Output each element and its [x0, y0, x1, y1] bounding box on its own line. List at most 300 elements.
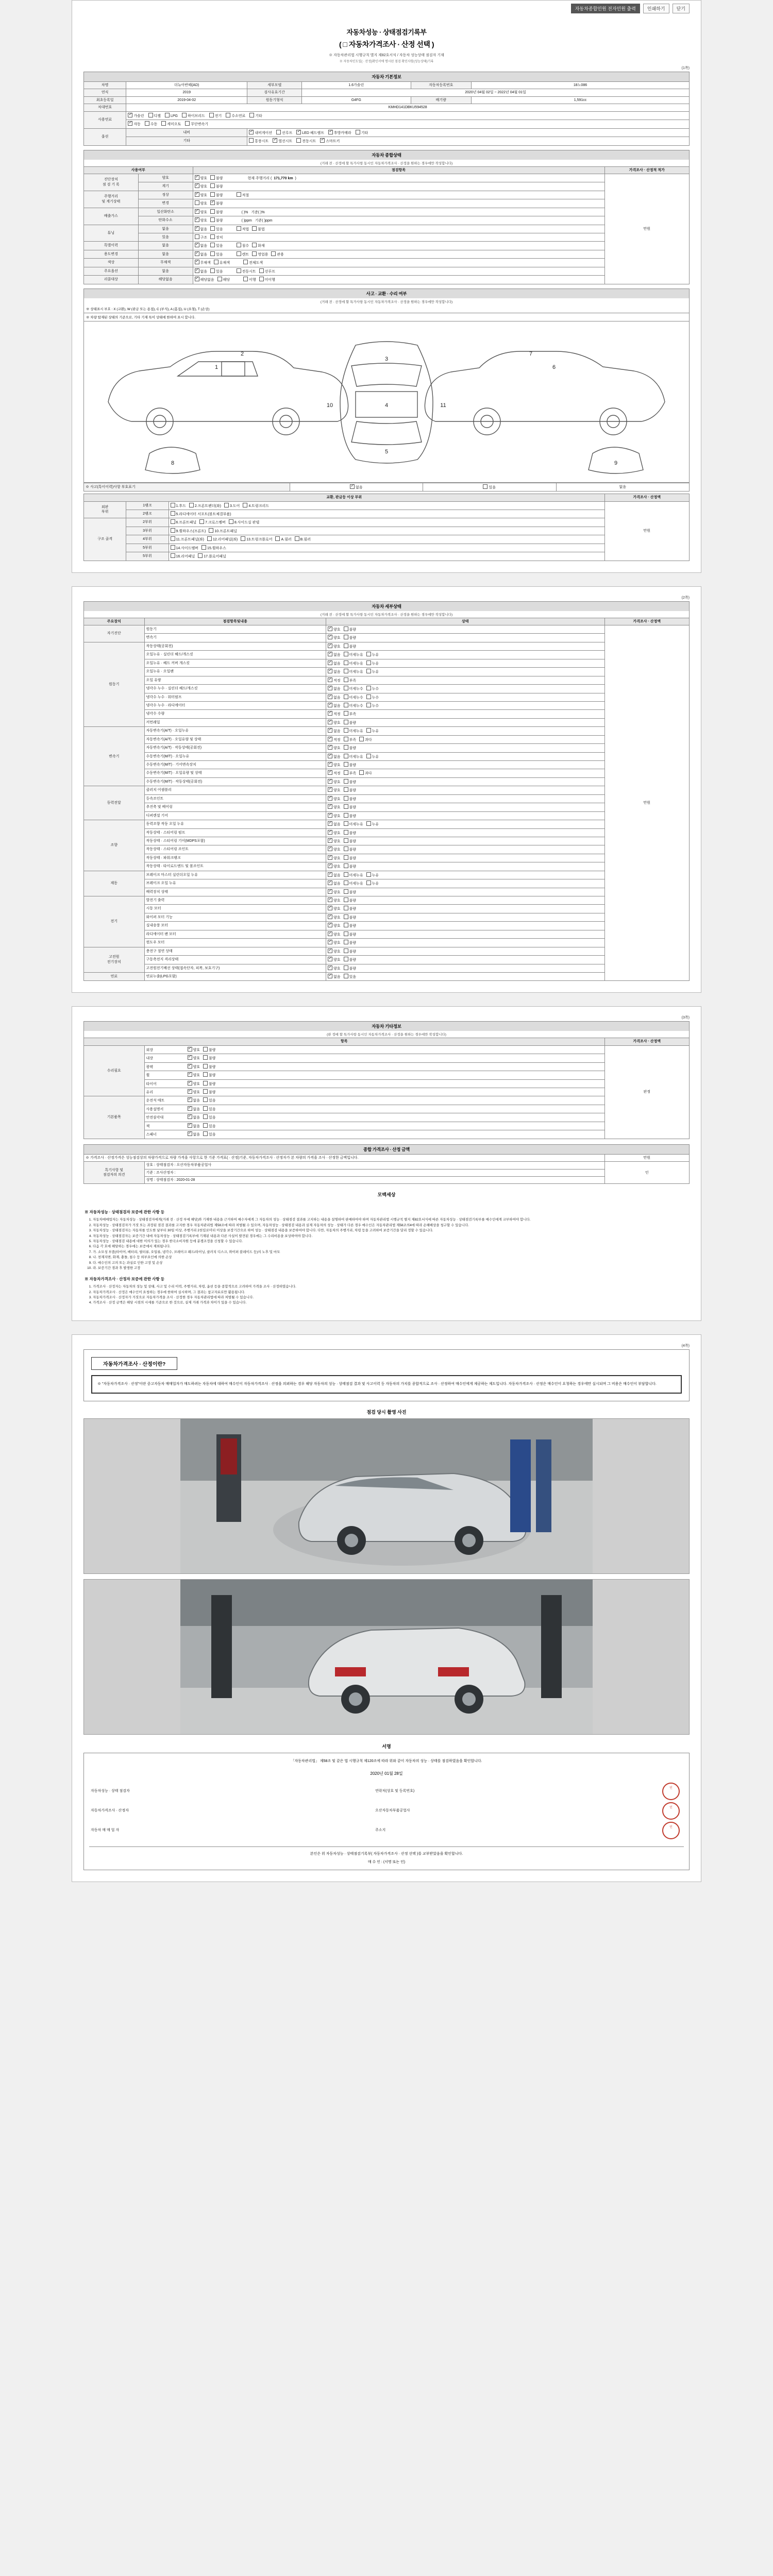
detail-1-1-opt-2[interactable]: 누유 — [366, 652, 379, 657]
etc-1-4-opt-1[interactable]: 있음 — [203, 1131, 216, 1137]
etc-1-1-opt-0[interactable]: ✓ 없음 — [188, 1106, 200, 1112]
detail-6-3-opt-0[interactable]: ✓ 양호 — [328, 923, 341, 928]
sign-line-2: 자동차 매 매 업 자 — [91, 1828, 120, 1832]
detail-1-1-opt-1[interactable]: 미세누유 — [344, 652, 363, 657]
detail-1-5-opt-0[interactable]: ✓ 없음 — [328, 686, 341, 691]
sub-label-9: 없음 — [138, 250, 193, 258]
detail-1-0-opt-0[interactable]: ✓ 양호 — [328, 643, 341, 649]
detail-5-0-opt-1[interactable]: 미세누유 — [344, 872, 363, 878]
struct-label: 구조 골격 — [84, 518, 126, 561]
struct-items-3[interactable]: 11.프론트패널(좌) 12.리어패널(좌) 13.트렁크플로어 A.필러 B.필러 — [169, 535, 604, 544]
label-carname: 차명 — [84, 82, 126, 89]
etc-item-1-3[interactable]: 잭 ✓ 없음 있음 — [144, 1122, 604, 1130]
label-vin: 차대번호 — [84, 104, 126, 111]
detail-item-2-1: 자동변속기(A/T) · 오일유량 및 상태 — [144, 735, 326, 743]
detail-item-6-1: 시동 모터 — [144, 905, 326, 913]
detail-row — [84, 693, 690, 701]
struct-outer-1: 1랭크 — [126, 501, 169, 510]
trans-opt-0[interactable]: ✓자동 — [128, 121, 141, 127]
etc-1-4-opt-0[interactable]: ✓ 없음 — [188, 1131, 200, 1137]
print-button[interactable]: 인쇄하기 — [643, 4, 669, 13]
detail-6-0-opt-1[interactable]: 불량 — [344, 897, 357, 903]
detail-item-1-6: 냉각수 누수 · 워터펌프 — [144, 693, 326, 701]
frame-opts-1[interactable]: 양호 ✓ 불량 — [193, 199, 604, 208]
notice-item-1-0: 1. 자동차매매업자는 자동차성능 · 상태점검자에게(거래 전 · 산정 부에 해당)와 기재한 내용을 근거하여 매수자에게 그 자동차의 성능 · 상태점검 결과를 고지하는 내용을 설명하여 판매하여야 하며 자동차관리법 시행규칙 별지 제82호서식에 따른 자동차성능 · 상태점검기록부를 매수인에게 교부하여야 합니다. — [93, 1217, 688, 1223]
detail-row — [84, 668, 690, 676]
fuel-opt-2[interactable]: LPG — [165, 113, 178, 118]
tuning-opts-0[interactable]: ✓ 없음 있음 적법 불법 — [193, 225, 604, 233]
title-line-1: 자동차성능 · 상태점검기록부 — [346, 28, 427, 36]
svg-text:11: 11 — [440, 402, 446, 409]
detail-row — [84, 634, 690, 642]
detail-state-4-1[interactable] — [326, 828, 605, 837]
detail-row — [84, 930, 690, 938]
seat-opts[interactable]: ✓ 없음 있음 전동시트 선루프 — [193, 267, 604, 275]
detail-state-6-2[interactable] — [326, 913, 605, 921]
fuel-options[interactable] — [126, 111, 690, 120]
usechange-opts[interactable]: ✓ 없음 있음 렌트 영업용 관용 — [193, 250, 604, 258]
detail-item-1-0: 작동상태(공회전) — [144, 642, 326, 650]
page-number-1: (1쪽) — [681, 66, 690, 70]
opt1-1[interactable]: 선루프 — [276, 130, 292, 135]
etc-item-0-4[interactable]: 타이어 ✓ 양호 불량 — [144, 1079, 604, 1088]
detail-item-1-9: 커먼레일 — [144, 718, 326, 726]
eformat-button[interactable]: 자동차종합민원 전자민원 출력 — [571, 4, 640, 13]
detail-2-1-opt-2[interactable]: 과다 — [359, 737, 372, 742]
etc-1-0-opt-0[interactable]: ✓ 없음 — [188, 1097, 200, 1103]
trans-opt-1[interactable]: 수동 — [145, 121, 158, 127]
detail-7-1-opt-0[interactable]: ✓ 양호 — [328, 957, 341, 962]
etc-row — [84, 1105, 690, 1113]
structure-table — [83, 494, 690, 561]
detail-3-0-opt-1[interactable]: 불량 — [344, 787, 357, 793]
opt2-2[interactable]: 전동시트 — [296, 138, 316, 144]
detail-state-2-4[interactable] — [326, 761, 605, 769]
detail-1-4-opt-0[interactable]: ✓ 적정 — [328, 677, 341, 683]
etc-0-3-opt-1[interactable]: 불량 — [203, 1072, 216, 1078]
detail-6-1-opt-0[interactable]: ✓ 양호 — [328, 906, 341, 911]
detail-0-1-opt-1[interactable]: 불량 — [344, 635, 357, 640]
svg-text:3: 3 — [384, 355, 389, 362]
sub-label-12: 해당없음 — [138, 276, 193, 284]
value-regno: 18노086 — [472, 82, 690, 89]
detail-4-5-opt-1[interactable]: 불량 — [344, 863, 357, 869]
detail-state-6-0[interactable] — [326, 896, 605, 905]
detail-2-1-opt-0[interactable]: ✓ 적정 — [328, 737, 341, 742]
detail-state-1-5[interactable] — [326, 685, 605, 693]
etc-head-1: 가격조사 · 산정액 — [604, 1038, 690, 1045]
detail-item-6-5: 윈도우 모터 — [144, 939, 326, 947]
detail-item-3-2: 추진축 및 베어링 — [144, 803, 326, 811]
label-submodel: 세부모델 — [247, 82, 302, 89]
emission-opts-1[interactable]: ✓ 양호 불량 ( )ppm 기준( )ppm — [193, 216, 604, 225]
detail-item-0-1: 변속기 — [144, 634, 326, 642]
fuel-opt-4[interactable]: 전기 — [209, 113, 222, 118]
detail-row — [84, 625, 690, 634]
option-row-2[interactable] — [247, 137, 690, 145]
detail-item-2-6: 수동변속기(M/T) · 작동상태(공회전) — [144, 777, 326, 786]
struct-items-4[interactable]: 14.사이드멤버 15.휠하우스 — [169, 544, 604, 552]
opt2-1[interactable]: ✓ 열선시트 — [273, 138, 292, 144]
detail-state-1-4[interactable] — [326, 676, 605, 684]
detail-1-3-opt-1[interactable]: 미세누유 — [344, 669, 363, 674]
detail-1-0-opt-1[interactable]: 불량 — [344, 643, 357, 649]
etc-0-1-opt-0[interactable]: ✓ 양호 — [188, 1055, 200, 1061]
detail-col-1: 점검항목및내용 — [144, 618, 326, 625]
diag-opts-1[interactable]: ✓ 양호 불량 — [193, 182, 604, 191]
detail-6-2-opt-1[interactable]: 불량 — [344, 914, 357, 920]
etc-0-0-opt-1[interactable]: 불량 — [203, 1047, 216, 1053]
notice-item-2-1: 2. 자동차가격조사 · 산정은 매수인이 요청하는 경우에 한하여 실시하며, 그 결과는 참고자료로만 활용됩니다. — [93, 1290, 688, 1295]
detail-col-0: 주요장치 — [84, 618, 145, 625]
detail-state-6-5[interactable] — [326, 939, 605, 947]
etc-0-5-opt-1[interactable]: 불량 — [203, 1089, 216, 1095]
trans-opt-2[interactable]: 세미오토 — [161, 121, 181, 127]
etc-1-2-opt-0[interactable]: ✓ 없음 — [188, 1114, 200, 1120]
detail-state-6-1[interactable] — [326, 905, 605, 913]
detail-2-2-opt-0[interactable]: ✓ 양호 — [328, 745, 341, 751]
detail-state-1-1[interactable] — [326, 651, 605, 659]
detail-1-2-opt-2[interactable]: 누유 — [366, 660, 379, 666]
detail-row — [84, 837, 690, 845]
etc-0-1-opt-1[interactable]: 불량 — [203, 1055, 216, 1061]
detail-1-8-opt-0[interactable]: ✓ 적정 — [328, 711, 341, 717]
fuel-opt-1[interactable]: 디젤 — [148, 113, 161, 118]
value-firstreg: 2019-04-02 — [126, 96, 247, 104]
detail-col-3: 가격조사 · 산정액 — [604, 618, 690, 625]
detail-5-0-opt-0[interactable]: ✓ 없음 — [328, 872, 341, 878]
detail-item-5-1: 브레이크 오일 누유 — [144, 879, 326, 888]
detail-state-1-7[interactable] — [326, 701, 605, 709]
detail-2-3-opt-2[interactable]: 누유 — [366, 754, 379, 759]
detail-2-2-opt-1[interactable]: 불량 — [344, 745, 357, 751]
recall-opts[interactable]: ✓ 해당없음 해당 이행 미이행 — [193, 276, 604, 284]
fuel-opt-3[interactable]: 하이브리드 — [182, 113, 205, 118]
etc-0-5-opt-0[interactable]: ✓ 양호 — [188, 1089, 200, 1095]
detail-state-5-1[interactable] — [326, 879, 605, 888]
etc-1-2-opt-1[interactable]: 있음 — [203, 1114, 216, 1120]
trans-opt-3[interactable]: 무단변속기 — [185, 121, 208, 127]
detail-1-9-opt-0[interactable]: ✓ 양호 — [328, 720, 341, 725]
detail-1-5-opt-2[interactable]: 누수 — [366, 686, 379, 691]
detail-state-0-0[interactable] — [326, 625, 605, 634]
detail-item-4-4: 작동상태 · 파워크랭크 — [144, 854, 326, 862]
detail-0-0-opt-1[interactable]: 불량 — [344, 626, 357, 632]
option-row-1[interactable] — [247, 128, 690, 137]
detail-1-2-opt-1[interactable]: 미세누유 — [344, 660, 363, 666]
detail-1-9-opt-1[interactable]: 불량 — [344, 720, 357, 725]
basic-info-table — [83, 81, 690, 146]
detail-7-2-opt-0[interactable]: ✓ 양호 — [328, 965, 341, 971]
etc-0-4-opt-0[interactable]: ✓ 양호 — [188, 1081, 200, 1087]
detail-1-2-opt-0[interactable]: ✓ 없음 — [328, 660, 341, 666]
struct-items-1[interactable]: 6.프론트패널 7.크로스멤버 8.사이드실 판넬 — [169, 518, 604, 527]
etc-row — [84, 1062, 690, 1071]
detail-2-0-opt-2[interactable]: 누유 — [366, 728, 379, 734]
detail-2-1-opt-1[interactable]: 부족 — [344, 737, 357, 742]
etc-group-1: 기본품목 — [84, 1096, 145, 1139]
special-opts[interactable]: ✓ 없음 있음 침수 화재 — [193, 242, 604, 250]
detail-state-1-8[interactable] — [326, 710, 605, 718]
detail-4-4-opt-0[interactable]: ✓ 양호 — [328, 855, 341, 861]
detail-3-2-opt-1[interactable]: 불량 — [344, 804, 357, 810]
page-number-3: (3쪽) — [681, 1016, 690, 1020]
struct-outer-items-1[interactable]: 1.후드 2.프론트펜더(좌) 3.도어 4.트렁크리드 — [169, 501, 604, 510]
etc-1-0-opt-1[interactable]: 있음 — [203, 1097, 216, 1103]
detail-2-6-opt-1[interactable]: 불량 — [344, 779, 357, 785]
etc-0-3-opt-0[interactable]: ✓ 양호 — [188, 1072, 200, 1078]
fuel-opt-5[interactable]: 수소연료 — [226, 113, 245, 118]
detail-state-3-2[interactable] — [326, 803, 605, 811]
detail-4-1-opt-1[interactable]: 불량 — [344, 830, 357, 836]
detail-6-0-opt-0[interactable]: ✓ 양호 — [328, 897, 341, 903]
color-opts[interactable]: ✓ 무채색 유채색 전체도색 — [193, 259, 604, 267]
notice-item-1-3: 4. 자동차성능 · 상태점검자는 보증기간 내에 자동차성능 · 상태점검기록부에 기재된 내용과 다른 사실이 발견된 경우에는 그 수리비용을 보상하여야 합니다. — [93, 1234, 688, 1239]
fuel-opt-6[interactable]: 기타 — [249, 113, 262, 118]
detail-state-5-2[interactable] — [326, 888, 605, 896]
detail-2-4-opt-1[interactable]: 불량 — [344, 762, 357, 768]
detail-1-6-opt-1[interactable]: 미세누수 — [344, 694, 363, 700]
etc-table — [83, 1038, 690, 1139]
detail-6-5-opt-0[interactable]: ✓ 양호 — [328, 940, 341, 945]
section-price-title: 종합 가격조사 · 산정 금액 — [83, 1144, 690, 1154]
detail-state-8-0[interactable] — [326, 972, 605, 980]
detail-state-1-9[interactable] — [326, 718, 605, 726]
detail-5-2-opt-1[interactable]: 불량 — [344, 889, 357, 895]
detail-state-4-3[interactable] — [326, 845, 605, 854]
detail-4-1-opt-0[interactable]: ✓ 양호 — [328, 830, 341, 836]
etc-item-0-3[interactable]: 휠 ✓ 양호 불량 — [144, 1071, 604, 1079]
detail-row — [84, 794, 690, 803]
detail-item-3-3: 디퍼렌셜 기어 — [144, 811, 326, 820]
section-condition-title: 자동차 종합상태 — [83, 150, 690, 160]
detail-state-6-3[interactable] — [326, 922, 605, 930]
etc-1-3-opt-0[interactable]: ✓ 없음 — [188, 1123, 200, 1129]
transmission-options[interactable] — [126, 120, 690, 128]
opt2-0[interactable]: 통풍시트 — [249, 138, 268, 144]
detail-2-3-opt-0[interactable]: ✓ 없음 — [328, 754, 341, 759]
detail-state-3-1[interactable] — [326, 794, 605, 803]
detail-2-0-opt-0[interactable]: ✓ 없음 — [328, 728, 341, 734]
legend-none[interactable]: ✓ 없음 — [290, 483, 423, 491]
detail-8-0-opt-1[interactable]: 있음 — [344, 974, 357, 979]
detail-1-1-opt-0[interactable]: ✓ 없음 — [328, 652, 341, 657]
struct-items-2[interactable]: 9.휠하우스(프론트) 10.프론트패널 — [169, 527, 604, 535]
detail-3-0-opt-0[interactable]: ✓ 양호 — [328, 787, 341, 793]
detail-row — [84, 862, 690, 871]
detail-8-0-opt-0[interactable]: ✓ 없음 — [328, 974, 341, 979]
frame-opts-0[interactable]: ✓ 양호 불량 적절 — [193, 191, 604, 199]
detail-1-3-opt-2[interactable]: 누유 — [366, 669, 379, 674]
detail-7-1-opt-1[interactable]: 불량 — [344, 957, 357, 962]
detail-4-3-opt-1[interactable]: 불량 — [344, 846, 357, 852]
detail-state-5-0[interactable] — [326, 871, 605, 879]
row-label-special: 특별이력 — [84, 242, 139, 250]
detail-6-1-opt-1[interactable]: 불량 — [344, 906, 357, 911]
etc-item-0-5[interactable]: 유리 ✓ 양호 불량 — [144, 1088, 604, 1096]
footer-buyer: 매 수 인 : (서명 또는 인) — [367, 1860, 406, 1864]
diag-opts-0[interactable]: ✓ 양호 불량 현재 주행거리 ( 171,770 km ) — [193, 174, 604, 182]
label-displacement: 배기량 — [411, 96, 472, 104]
etc-item-0-2[interactable]: 광택 ✓ 양호 불량 — [144, 1062, 604, 1071]
detail-row — [84, 896, 690, 905]
detail-0-1-opt-0[interactable]: ✓ 양호 — [328, 635, 341, 640]
detail-3-1-opt-0[interactable]: ✓ 양호 — [328, 796, 341, 802]
detail-state-2-2[interactable] — [326, 744, 605, 752]
detail-state-1-3[interactable] — [326, 668, 605, 676]
value-type: G4FG — [302, 96, 411, 104]
detail-state-4-5[interactable] — [326, 862, 605, 871]
detail-state-7-0[interactable] — [326, 947, 605, 955]
detail-state-0-1[interactable] — [326, 634, 605, 642]
detail-7-0-opt-1[interactable]: 불량 — [344, 948, 357, 954]
opt1-2[interactable]: ✓ LED 헤드램프 — [296, 130, 324, 135]
detail-2-3-opt-1[interactable]: 미세누유 — [344, 754, 363, 759]
detail-4-2-opt-0[interactable]: ✓ 양호 — [328, 838, 341, 844]
label-options: 옵션 — [84, 128, 126, 145]
etc-0-0-opt-0[interactable]: ✓ 양호 — [188, 1047, 200, 1053]
sign-stamp-2: 인 — [658, 1821, 684, 1840]
detail-state-1-6[interactable] — [326, 693, 605, 701]
detail-2-5-opt-1[interactable]: 부족 — [344, 770, 357, 776]
detail-4-3-opt-0[interactable]: ✓ 양호 — [328, 846, 341, 852]
svg-text:1: 1 — [214, 364, 219, 370]
detail-1-3-opt-0[interactable]: ✓ 없음 — [328, 669, 341, 674]
detail-7-0-opt-0[interactable]: ✓ 양호 — [328, 948, 341, 954]
detail-1-4-opt-1[interactable]: 부족 — [344, 677, 357, 683]
detail-4-0-opt-1[interactable]: 미세누유 — [344, 821, 363, 827]
sub-label-4: 일산화탄소 — [138, 208, 193, 216]
price-left-label: 특기사항 및 점검자의 의견 — [84, 1162, 145, 1184]
detail-row — [84, 659, 690, 667]
detail-4-0-opt-0[interactable]: ✓ 없음 — [328, 821, 341, 827]
detail-4-4-opt-1[interactable]: 불량 — [344, 855, 357, 861]
etc-1-3-opt-1[interactable]: 있음 — [203, 1123, 216, 1129]
detail-1-6-opt-0[interactable]: ✓ 없음 — [328, 694, 341, 700]
detail-state-1-2[interactable] — [326, 659, 605, 667]
detail-6-3-opt-1[interactable]: 불량 — [344, 923, 357, 928]
detail-5-1-opt-1[interactable]: 미세누유 — [344, 880, 363, 886]
etc-row — [84, 1054, 690, 1062]
detail-state-3-3[interactable] — [326, 811, 605, 820]
emission-opts-0[interactable]: ✓ 양호 불량 ( )% 기준( )% — [193, 208, 604, 216]
detail-2-5-opt-2[interactable]: 과다 — [359, 770, 372, 776]
etc-item-1-1[interactable]: 사용설명서 ✓ 없음 있음 — [144, 1105, 604, 1113]
etc-item-1-0[interactable]: 운전석 매트 ✓ 없음 있음 — [144, 1096, 604, 1105]
detail-state-1-0[interactable] — [326, 642, 605, 650]
detail-state-7-2[interactable] — [326, 964, 605, 972]
detail-3-3-opt-0[interactable]: ✓ 양호 — [328, 813, 341, 819]
etc-row — [84, 1079, 690, 1088]
detail-5-1-opt-2[interactable]: 누유 — [366, 880, 379, 886]
detail-0-0-opt-0[interactable]: ✓ 양호 — [328, 626, 341, 632]
detail-state-2-1[interactable] — [326, 735, 605, 743]
detail-state-4-4[interactable] — [326, 854, 605, 862]
detail-2-4-opt-0[interactable]: ✓ 양호 — [328, 762, 341, 768]
detail-1-5-opt-1[interactable]: 미세누수 — [344, 686, 363, 691]
struct-items-5[interactable]: 16.리어패널 17.플로어패널 — [169, 552, 604, 561]
detail-2-5-opt-0[interactable]: ✓ 적정 — [328, 770, 341, 776]
detail-item-4-5: 작동상태 · 타이로드엔드 및 볼조인트 — [144, 862, 326, 871]
detail-state-6-4[interactable] — [326, 930, 605, 938]
opt1-4[interactable]: 기타 — [356, 130, 368, 135]
detail-3-2-opt-0[interactable]: ✓ 양호 — [328, 804, 341, 810]
detail-5-0-opt-2[interactable]: 누유 — [366, 872, 379, 878]
notice-item-1-8: 9. 다. 매수인의 고의 또는 과실로 인한 고장 및 손상 — [93, 1261, 688, 1266]
etc-1-1-opt-1[interactable]: 있음 — [203, 1106, 216, 1112]
detail-1-7-opt-0[interactable]: ✓ 없음 — [328, 703, 341, 708]
title-note-2: ※ 자동차인도일( · 산정)확인서에 명시된 점검 확인사항(성능상태)기록 — [339, 60, 434, 63]
detail-state-4-0[interactable] — [326, 820, 605, 828]
detail-state-3-0[interactable] — [326, 786, 605, 794]
detail-1-8-opt-1[interactable]: 부족 — [344, 711, 357, 717]
detail-6-2-opt-0[interactable]: ✓ 양호 — [328, 914, 341, 920]
detail-3-3-opt-1[interactable]: 불량 — [344, 813, 357, 819]
detail-1-7-opt-2[interactable]: 누수 — [366, 703, 379, 708]
detail-state-7-1[interactable] — [326, 956, 605, 964]
tuning-opts-1[interactable]: 구조 장치 — [193, 233, 604, 242]
detail-3-1-opt-1[interactable]: 불량 — [344, 796, 357, 802]
etc-item-0-0[interactable]: 외장 ✓ 양호 불량 — [144, 1045, 604, 1054]
struct-header: 교환, 판금등 이상 부위 — [84, 494, 605, 501]
accident-note-1: ※ 상태표시 부호 : X (교환), W (판금 또는 용접), C (부식), A (흠집), U (요철), T (손상) — [83, 305, 690, 313]
detail-state-2-0[interactable] — [326, 727, 605, 735]
struct-outer-items-2[interactable]: 5.라디에이터 서포트(볼트체결부품) — [169, 510, 604, 518]
etc-0-2-opt-0[interactable]: ✓ 양호 — [188, 1064, 200, 1070]
detail-1-6-opt-2[interactable]: 누수 — [366, 694, 379, 700]
detail-4-2-opt-1[interactable]: 불량 — [344, 838, 357, 844]
etc-item-1-2[interactable]: 안전삼각대 ✓ 없음 있음 — [144, 1113, 604, 1122]
detail-4-5-opt-0[interactable]: ✓ 양호 — [328, 863, 341, 869]
opt1-0[interactable]: ✓ 내비게이션 — [249, 130, 272, 135]
detail-5-2-opt-0[interactable]: ✓ 양호 — [328, 889, 341, 895]
fuel-opt-0[interactable]: ✓가솔린 — [128, 113, 144, 118]
detail-state-4-2[interactable] — [326, 837, 605, 845]
sheet-page-2 — [72, 586, 701, 993]
detail-group-2: 변속기 — [84, 727, 145, 786]
opt1-3[interactable]: ✓ 후방카메라 — [328, 130, 351, 135]
svg-text:9: 9 — [614, 460, 618, 466]
detail-item-2-0: 자동변속기(A/T) · 오일누유 — [144, 727, 326, 735]
legend-some[interactable]: 있음 — [423, 483, 557, 491]
etc-item-1-4[interactable]: 스패너 ✓ 없음 있음 — [144, 1130, 604, 1139]
detail-state-2-6[interactable] — [326, 777, 605, 786]
detail-2-6-opt-0[interactable]: ✓ 양호 — [328, 779, 341, 785]
etc-0-2-opt-1[interactable]: 불량 — [203, 1064, 216, 1070]
sign-section-title: 서명 — [382, 1743, 391, 1749]
detail-6-4-opt-1[interactable]: 불량 — [344, 931, 357, 937]
price-row-0: 상호 : 상태점검자 : 오산자동차부품공업사 — [144, 1162, 604, 1169]
detail-5-1-opt-0[interactable]: ✓ 없음 — [328, 880, 341, 886]
detail-state-2-5[interactable] — [326, 769, 605, 777]
opt2-3[interactable]: ✓ 스마트키 — [320, 138, 340, 144]
detail-1-7-opt-1[interactable]: 미세누수 — [344, 703, 363, 708]
sub-label-3: 변경 — [138, 199, 193, 208]
detail-7-2-opt-1[interactable]: 불량 — [344, 965, 357, 971]
detail-state-2-3[interactable] — [326, 752, 605, 760]
sheet-page-3 — [72, 1006, 701, 1320]
photo-front-svg — [84, 1419, 689, 1573]
detail-4-0-opt-2[interactable]: 누유 — [366, 821, 379, 827]
detail-6-4-opt-0[interactable]: ✓ 양호 — [328, 931, 341, 937]
etc-item-0-1[interactable]: 내장 ✓ 양호 불량 — [144, 1054, 604, 1062]
detail-2-0-opt-1[interactable]: 미세누유 — [344, 728, 363, 734]
sign-company-2: 주소지 — [375, 1828, 386, 1832]
etc-0-4-opt-1[interactable]: 불량 — [203, 1081, 216, 1087]
detail-item-5-0: 브레이크 마스터 실린더오일 누유 — [144, 871, 326, 879]
close-button[interactable]: 닫기 — [673, 4, 690, 13]
detail-6-5-opt-1[interactable]: 불량 — [344, 940, 357, 945]
